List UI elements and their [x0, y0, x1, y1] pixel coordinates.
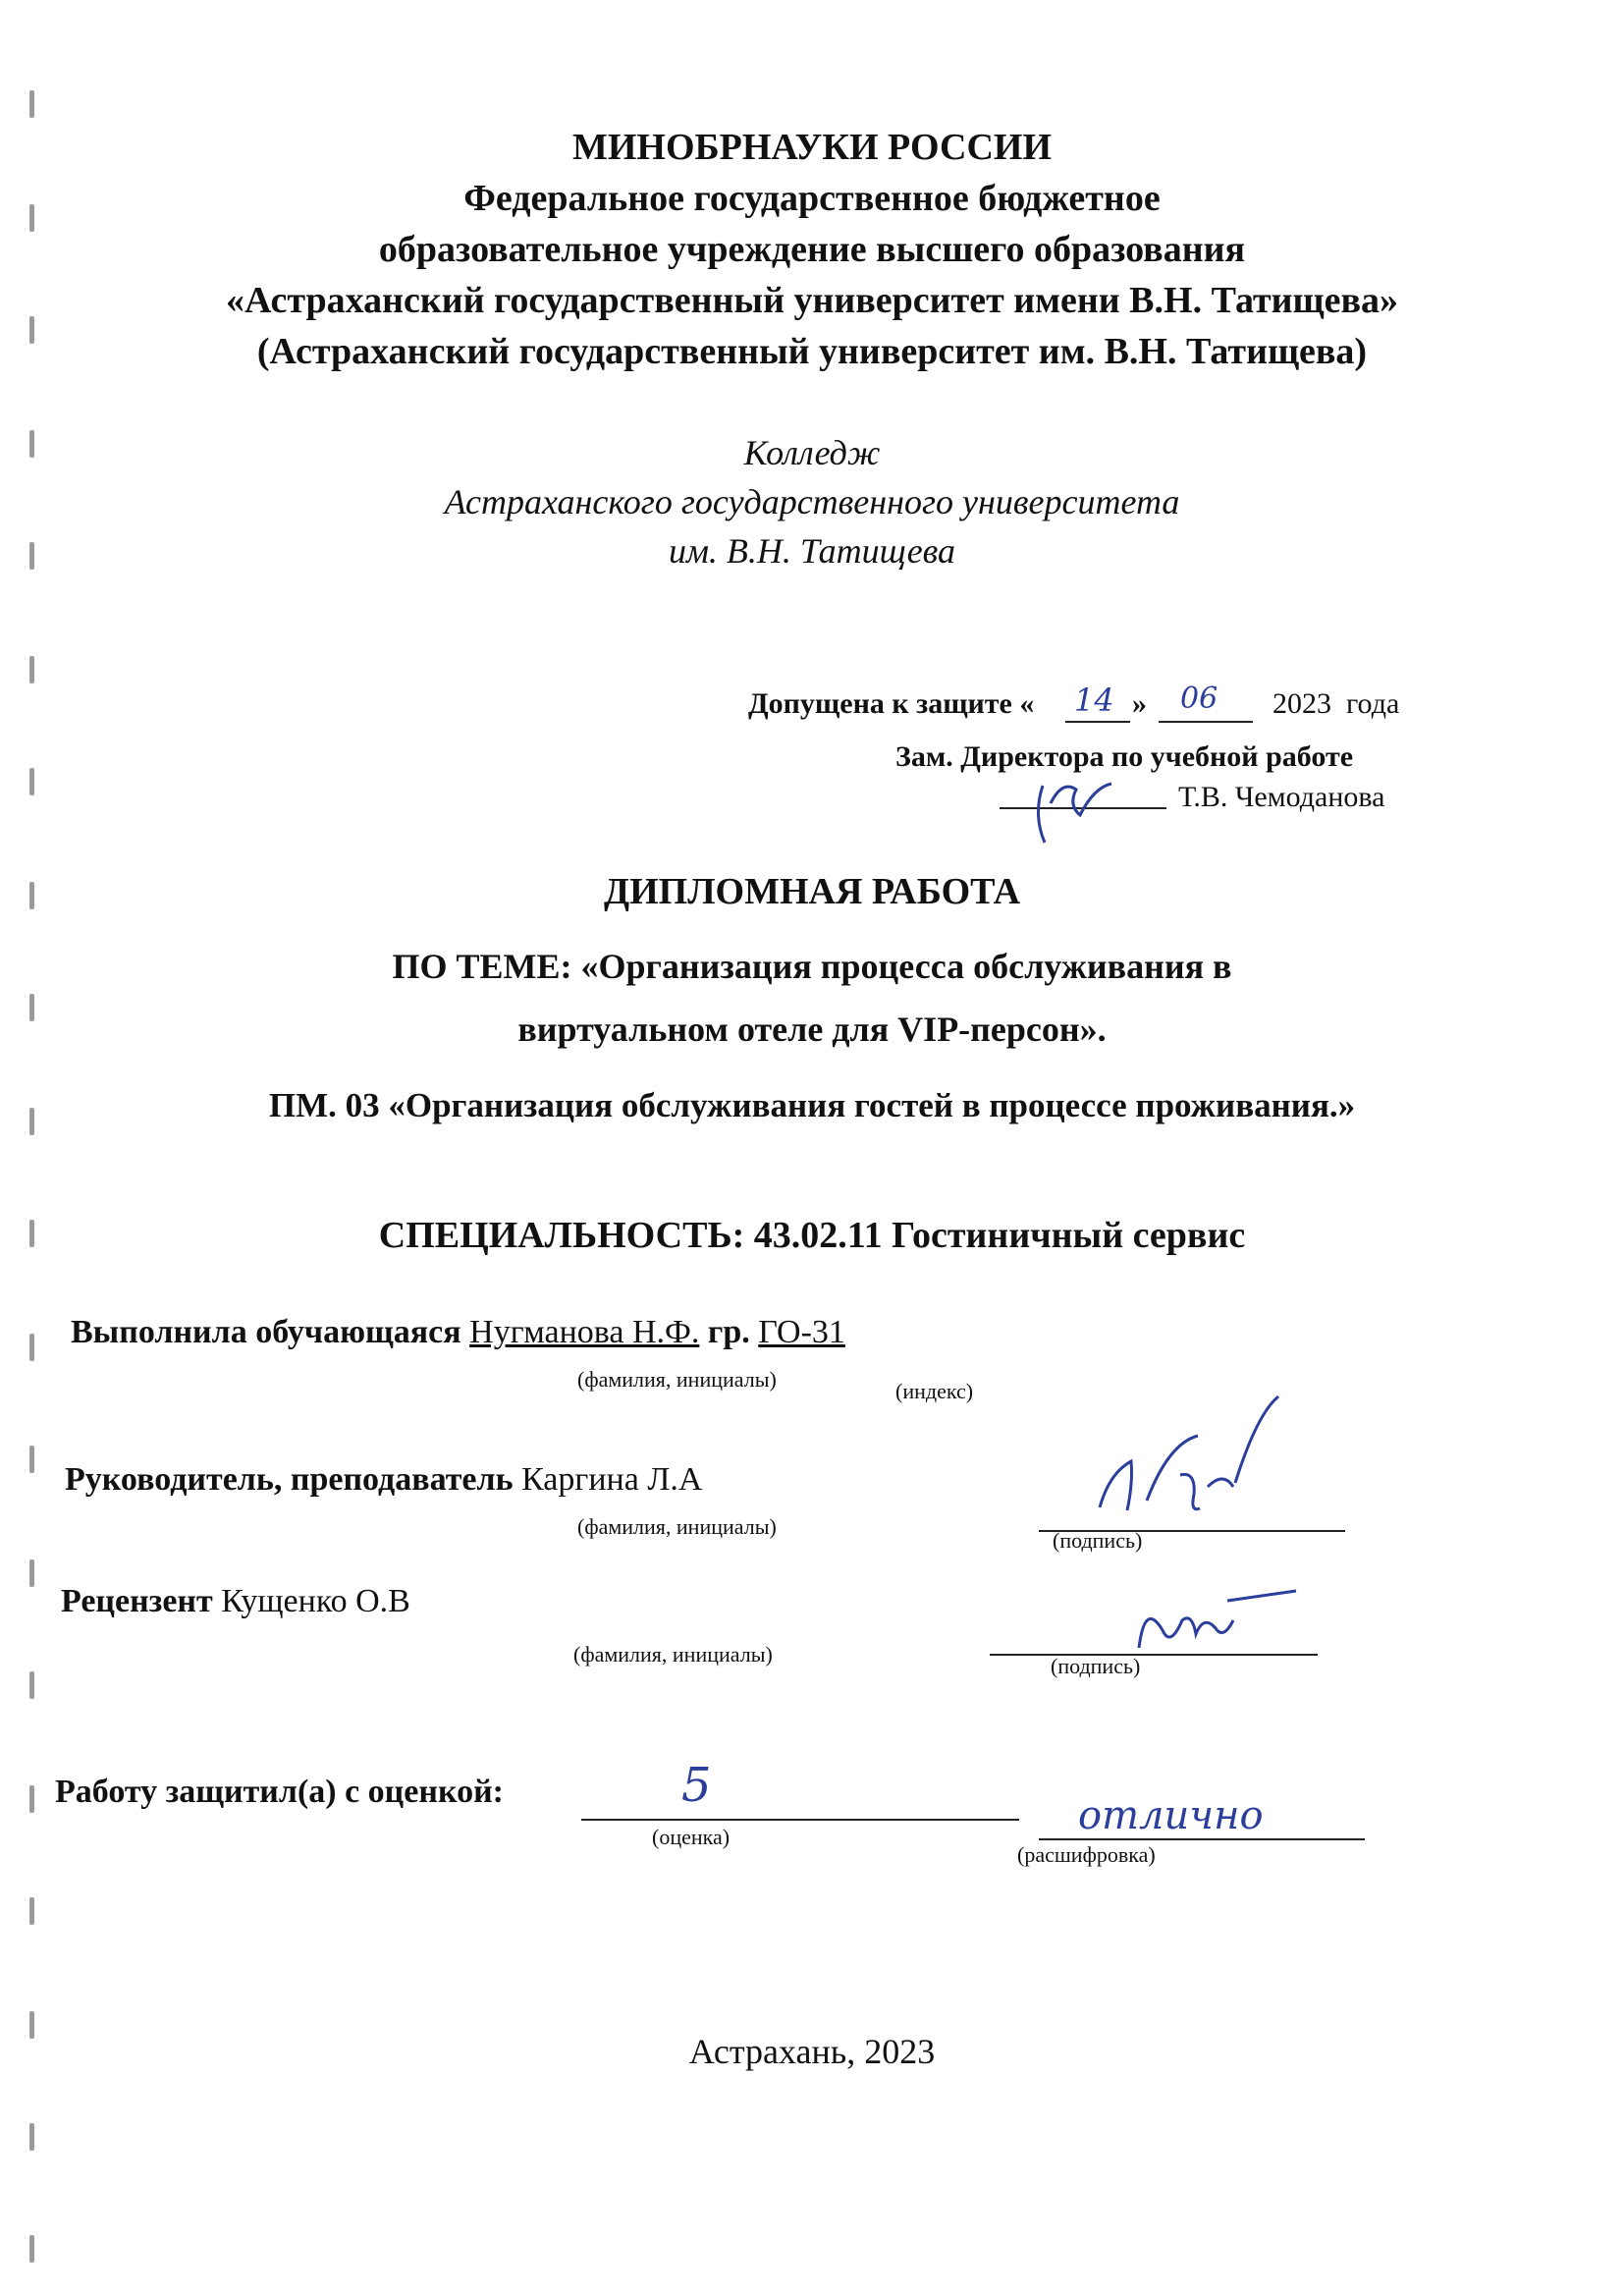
supervisor-name-caption: (фамилия, инициалы): [577, 1514, 777, 1539]
topic-line-2: виртуальном отеле для VIP-персон».: [517, 1010, 1107, 1049]
approver-name: Т.В. Чемоданова: [1178, 781, 1385, 813]
student-name-caption: (фамилия, инициалы): [577, 1367, 777, 1392]
college-block: [0, 428, 1624, 575]
college-line-1: Колледж: [743, 433, 881, 472]
approver-signature-icon: [1021, 746, 1129, 854]
reviewer-label: Рецензент: [61, 1583, 213, 1619]
supervisor-signature-icon: [1070, 1385, 1296, 1542]
quote-close: »: [1132, 687, 1147, 720]
reviewer-signature-icon: [1110, 1561, 1316, 1689]
approval-year: 2023 года: [1272, 687, 1400, 720]
specialty-line: СПЕЦИАЛЬНОСТЬ: 43.02.11 Гостиничный сервис: [378, 1215, 1246, 1256]
reviewer-row: [61, 1583, 410, 1620]
college-line-3: им. В.Н. Татищева: [668, 531, 956, 571]
supervisor-sign-caption: (подпись): [1053, 1528, 1143, 1553]
header-line-3: «Астраханский государственный университет имени В.Н. Татищева»: [225, 280, 1399, 321]
group-label: гр.: [707, 1314, 750, 1350]
admission-line: [748, 687, 1034, 721]
student-group: ГО-31: [758, 1314, 845, 1350]
reviewer-sign-caption: (подпись): [1051, 1654, 1141, 1678]
day-line: [1065, 721, 1130, 723]
grade-text-caption: (расшифровка): [1017, 1842, 1156, 1867]
supervisor-row: [65, 1461, 702, 1499]
grade-line: [581, 1819, 1019, 1821]
grade-text-line: [1039, 1838, 1365, 1840]
module-line: ПМ. 03 «Организация обслуживания гостей в процессе проживания.»: [268, 1086, 1356, 1124]
student-row: [71, 1314, 845, 1351]
supervisor-label: Руководитель, преподаватель: [65, 1461, 514, 1498]
grade-text-handwritten: отлично: [1078, 1793, 1264, 1838]
header-line-4: (Астраханский государственный университет им. В.Н. Татищева): [256, 331, 1368, 372]
reviewer-name-caption: (фамилия, инициалы): [573, 1642, 773, 1667]
approver-position: Зам. Директора по учебной работе: [895, 740, 1354, 773]
institution-header: [0, 122, 1624, 377]
student-name: Нугманова Н.Ф.: [469, 1314, 700, 1350]
supervisor-name: Каргина Л.А: [521, 1461, 703, 1498]
admitted-label: Допущена к защите «: [748, 687, 1035, 720]
month-handwritten: 06: [1180, 682, 1218, 716]
header-line-1: Федеральное государственное бюджетное: [463, 178, 1161, 219]
student-label: Выполнила обучающаяся: [71, 1314, 461, 1350]
city-year: Астрахань, 2023: [688, 2032, 936, 2071]
day-handwritten: 14: [1074, 682, 1114, 719]
grade-caption: (оценка): [652, 1825, 731, 1849]
ministry-name: МИНОБРНАУКИ РОССИИ: [571, 127, 1053, 168]
header-line-2: образовательное учреждение высшего образования: [378, 229, 1246, 270]
student-group-caption: (индекс): [895, 1379, 974, 1403]
work-heading: ДИПЛОМНАЯ РАБОТА: [603, 871, 1021, 912]
topic-line-1: ПО ТЕМЕ: «Организация процесса обслуживания в: [392, 947, 1232, 986]
defense-label: Работу защитил(а) с оценкой:: [55, 1774, 505, 1810]
grade-handwritten: 5: [681, 1758, 712, 1813]
reviewer-name: Кущенко О.В: [221, 1583, 410, 1619]
month-line: [1159, 721, 1253, 723]
college-line-2: Астраханского государственного университета: [444, 482, 1180, 521]
